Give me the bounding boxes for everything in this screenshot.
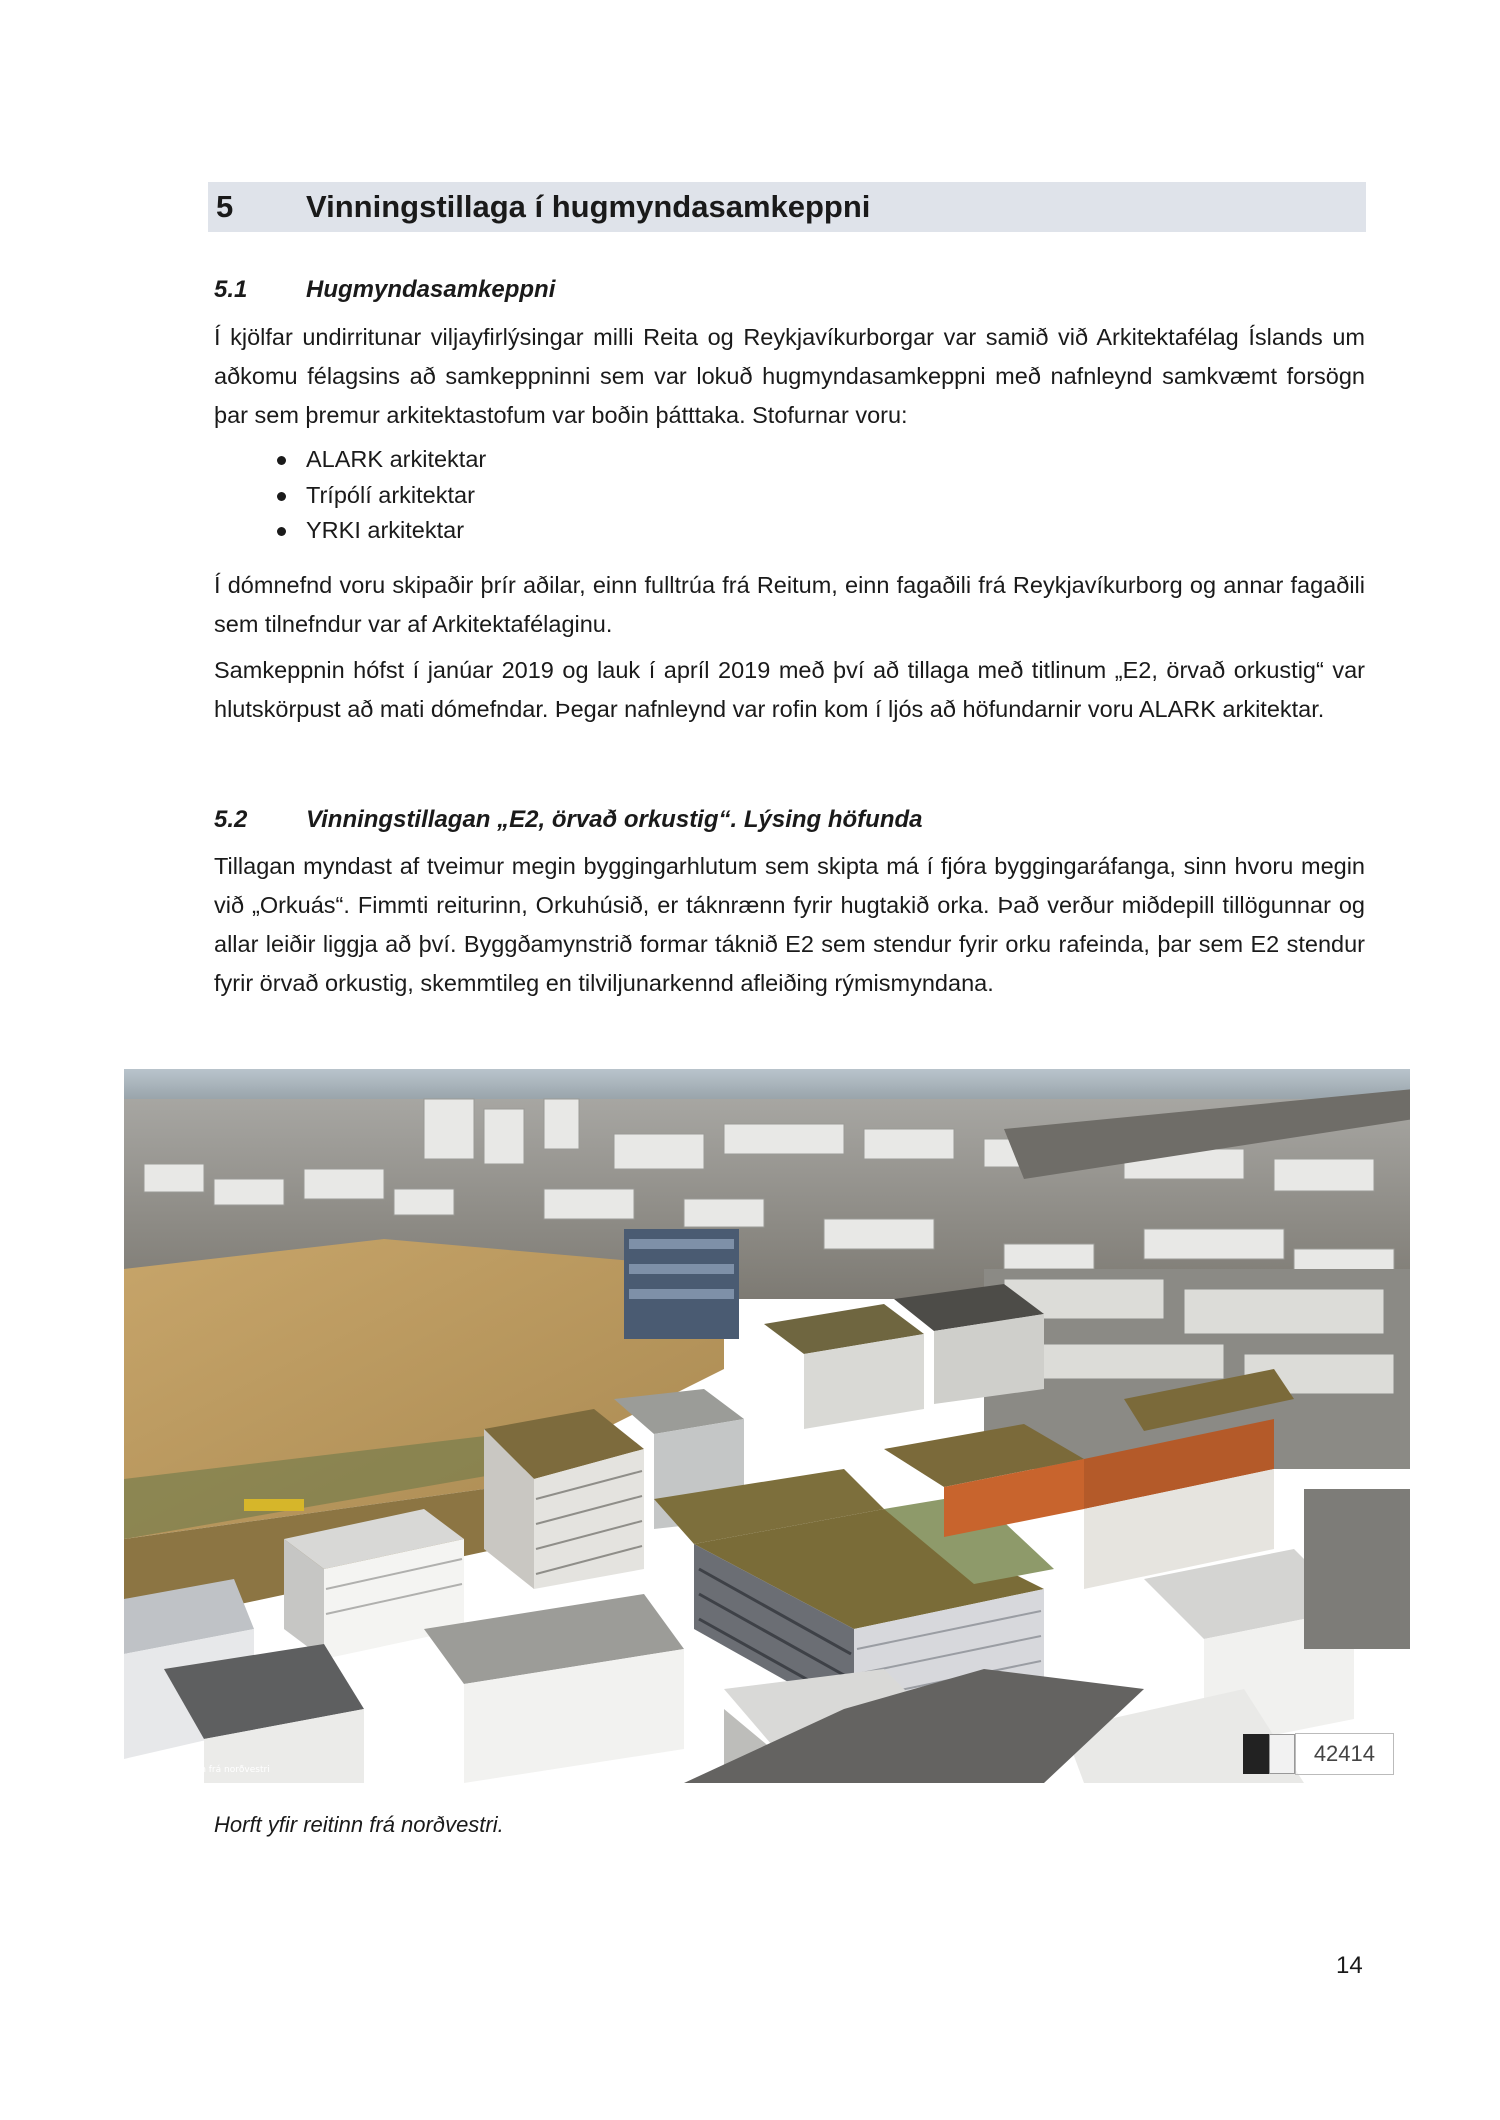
stamp-black-square: [1243, 1734, 1269, 1774]
subsection-title: Hugmyndasamkeppni: [306, 276, 556, 303]
image-id-stamp: [1243, 1733, 1394, 1775]
subsection-number: 5.2: [214, 806, 248, 833]
list-item: Trípólí arkitektar: [214, 478, 486, 514]
aerial-photo: [124, 1069, 1410, 1783]
list-item: ALARK arkitektar: [214, 442, 486, 478]
list-item: YRKI arkitektar: [214, 513, 486, 549]
image-code: 42414: [1295, 1733, 1394, 1775]
photo-watermark-text: Horft yfir reitinn frá norðvestri: [134, 1765, 270, 1775]
paragraph-description: Tillagan myndast af tveimur megin byggingarhlutum sem skipta má í fjóra byggingaráfanga, sinn hvoru megin við „Orkuás“. Fimmti reiturinn, Orkuhúsið, er táknrænn fyrir hugtakið orka. Það verður miðdepill tillögunnar og allar leiðir liggja að því. Byggðamynstrið formar táknið E2 sem stendur fyrir orku rafeinda, þar sem E2 stendur fyrir örvað orkustig, skemmtileg en tilviljunarkennd afleiðing rýmismyndana.: [214, 853, 1365, 996]
section-number: 5: [216, 189, 234, 224]
subsection-title: Vinningstillagan „E2, örvað orkustig“. Lýsing höfunda: [306, 806, 923, 833]
bullet-icon: [277, 492, 286, 501]
bullet-list: [214, 442, 486, 549]
section-title: Vinningstillaga í hugmyndasamkeppni: [306, 189, 871, 224]
figure-caption: Horft yfir reitinn frá norðvestri.: [214, 1812, 504, 1837]
paragraph-intro: Í kjölfar undirritunar viljayfirlýsingar milli Reita og Reykjavíkurborgar var samið við Arkitektafélag Íslands um aðkomu félagsins að samkeppninni sem var lokuð hugmyndasamkeppni með nafnleynd samkvæmt forsögn þar sem þremur arkitektastofum var boðin þátttaka. Stofurnar voru:: [214, 324, 1365, 428]
stamp-white-square: [1269, 1734, 1295, 1774]
paragraph-competition: Samkeppnin hófst í janúar 2019 og lauk í apríl 2019 með því að tillaga með titlinum „E2, örvað orkustig“ var hlutskörpust að mati dómefndar. Þegar nafnleynd var rofin kom í ljós að höfundarnir voru ALARK arkitektar.: [214, 657, 1365, 722]
page-number: 14: [1336, 1952, 1363, 1979]
bullet-icon: [277, 456, 286, 465]
bullet-icon: [277, 527, 286, 536]
section-heading: [208, 182, 1366, 232]
subsection-number: 5.1: [214, 276, 248, 303]
paragraph-jury: Í dómnefnd voru skipaðir þrír aðilar, einn fulltrúa frá Reitum, einn fagaðili frá Reykjavíkurborg og annar fagaðili sem tilnefndur var af Arkitektafélaginu.: [214, 572, 1365, 637]
